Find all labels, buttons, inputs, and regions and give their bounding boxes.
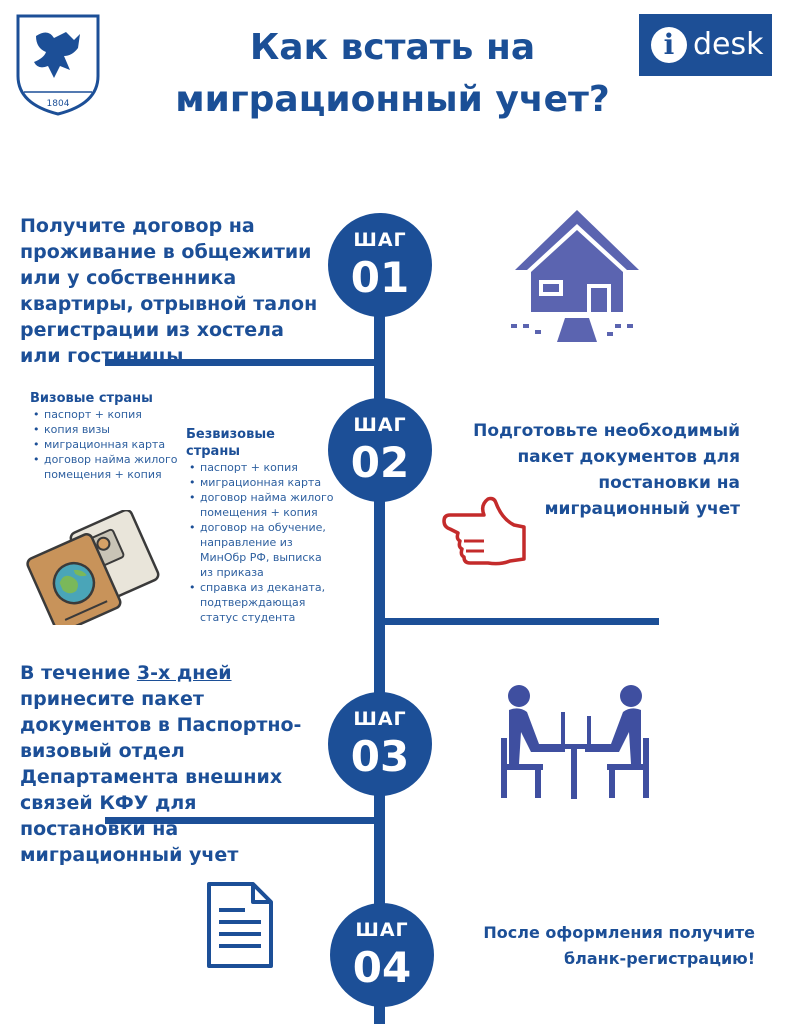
visa-free-list [186, 460, 336, 625]
passport-icon [26, 510, 161, 625]
step-number: 04 [352, 943, 412, 992]
idesk-word: desk [693, 27, 764, 62]
list-item: • договор найма жилого помещения + копия [200, 490, 336, 520]
document-icon [205, 880, 275, 970]
step-badge-1 [328, 213, 432, 317]
step-badge-4 [330, 903, 434, 1007]
step-number: 03 [350, 732, 410, 781]
step-3-text [20, 660, 320, 868]
list-item: • договор найма жилого помещения + копия [44, 452, 180, 482]
university-crest-icon [14, 12, 102, 118]
logo-year: 1804 [46, 99, 70, 109]
visa-countries-block [30, 390, 180, 482]
idesk-logo[interactable] [639, 14, 772, 76]
step-badge-3 [328, 692, 432, 796]
step-number: 02 [350, 438, 410, 487]
step-number: 01 [350, 253, 410, 302]
step-label: ШАГ [353, 229, 407, 251]
step-label: ШАГ [353, 708, 407, 730]
step-2-text: Подготовьте необходимый пакет документов для постановки на миграционный учет [473, 421, 740, 519]
step-3-text-after: принесите пакет документов в Паспортно-визовый отдел Департамента внешних связей КФУ для постановки на миграционный учет [20, 688, 302, 866]
timeline-branch-2 [384, 618, 659, 625]
house-icon [505, 200, 650, 350]
pointing-hand-icon [440, 493, 530, 568]
list-item: • паспорт + копия [44, 407, 180, 422]
visa-free-heading: Безвизовые страны [186, 427, 275, 459]
idesk-i-icon: i [651, 27, 687, 63]
list-item: • копия визы [44, 422, 180, 437]
list-item: • справка из деканата, подтверждающая статус студента [200, 580, 336, 625]
list-item: • договор на обучение, направление из МинОбр РФ, выписка из приказа [200, 520, 336, 580]
visa-heading: Визовые страны [30, 391, 153, 406]
step-3-text-highlight: 3-х дней [136, 662, 232, 684]
step-label: ШАГ [353, 414, 407, 436]
list-item: • миграционная карта [44, 437, 180, 452]
step-4-text: После оформления получите бланк-регистрацию! [483, 923, 755, 968]
page-title: Как встать на миграционный учет? [175, 27, 610, 120]
visa-free-countries-block [186, 426, 336, 625]
step-1-text: Получите договор на проживание в общежитии или у собственника квартиры, отрывной талон регистрации из хостела или гостиницы [20, 215, 318, 367]
list-item: • паспорт + копия [200, 460, 336, 475]
list-item: • миграционная карта [200, 475, 336, 490]
step-label: ШАГ [355, 919, 409, 941]
step-badge-2 [328, 398, 432, 502]
visa-list [30, 407, 180, 482]
meeting-icon [495, 682, 655, 807]
step-3-text-before: В течение [20, 662, 137, 684]
